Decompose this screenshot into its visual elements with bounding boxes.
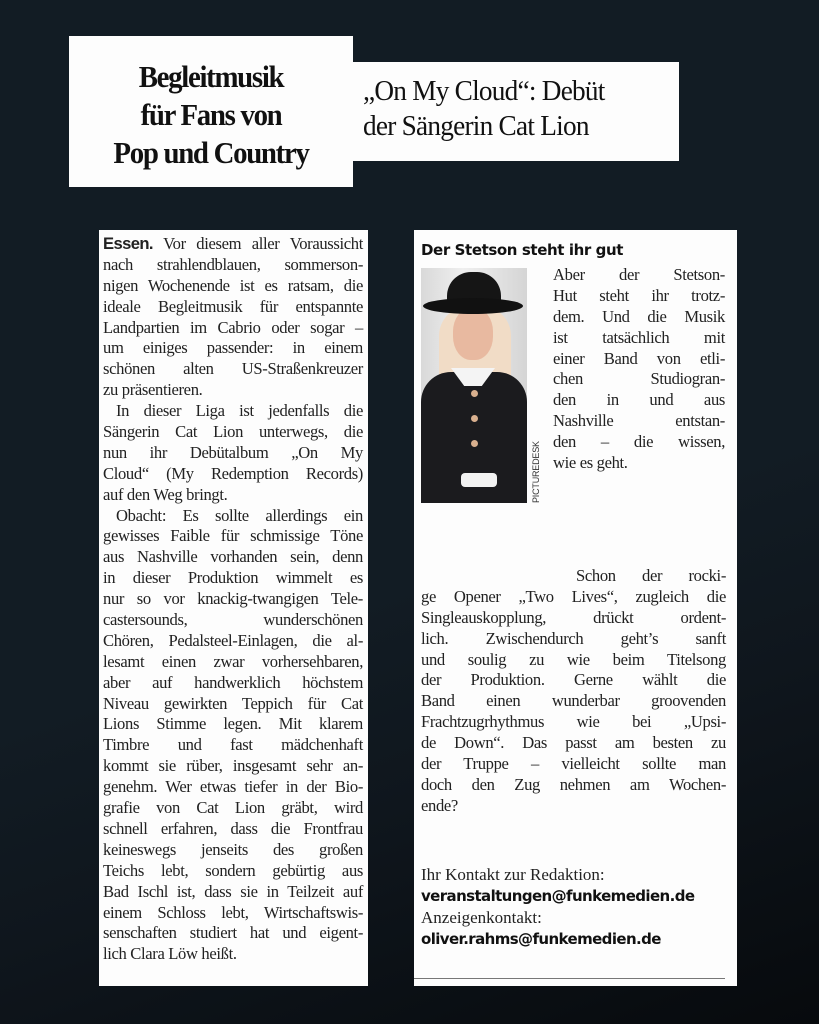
article-line: Landpartien im Cabrio oder sogar – xyxy=(103,317,363,337)
box-line: einer Band von etli- xyxy=(553,348,725,368)
article-body xyxy=(103,234,363,965)
editorial-email-link[interactable]: veranstaltungen@funkemedien.de xyxy=(421,886,695,905)
article-line: senschaften studiert hat und eigent- xyxy=(103,923,363,943)
artist-photo xyxy=(421,268,527,503)
article-line: schnell erfahren, dass die Frontfrau xyxy=(103,818,363,838)
article-line: genehm. Wer etwas tiefer in der Bio- xyxy=(103,777,363,797)
article-line: nach strahlendblauen, sommerson- xyxy=(103,254,363,274)
article-line: nigen Wochenende ist es ratsam, die xyxy=(103,275,363,295)
box-line: dem. Und die Musik xyxy=(553,306,725,326)
article-line: gewisses Faible für schmissige Töne xyxy=(103,526,363,546)
box-line: ist tatsächlich mit xyxy=(553,327,725,347)
article-line: um einiges passender: in einem xyxy=(103,338,363,358)
article-line: nun ihr Debütalbum „On My xyxy=(103,442,363,462)
subhead-line: der Sängerin Cat Lion xyxy=(363,110,589,142)
main-article-clipping xyxy=(99,230,368,986)
article-line: nur so vor knackig-twangigen Tele- xyxy=(103,589,363,609)
headline-clipping xyxy=(69,36,353,187)
photo-credit: PICTUREDESK xyxy=(531,441,541,503)
article-line: Sängerin Cat Lion unterwegs, die xyxy=(103,422,363,442)
article-line: aus Nashville vorhanden sein, denn xyxy=(103,547,363,567)
article-line: keineswegs jenseits des großen xyxy=(103,839,363,859)
box-line: Nashville entstan- xyxy=(553,411,725,431)
article-line: Teichs lebt, sondern gebürtig aus xyxy=(103,860,363,880)
article-line: Obacht: Es sollte allerdings ein xyxy=(116,505,363,525)
box-line: lich. Zwischendurch geht’s sanft xyxy=(421,628,726,648)
box-body-bottom xyxy=(421,566,726,817)
subheadline xyxy=(363,74,651,144)
editorial-contact-label: Ihr Kontakt zur Redaktion: xyxy=(421,865,605,884)
box-line: Frachtzugrhythmus wie bei „Upsi- xyxy=(421,712,726,732)
article-line: ideale Begleitmusik für entspannte xyxy=(103,296,363,316)
box-line: den – die wissen, xyxy=(553,432,725,452)
box-body-top xyxy=(553,265,725,474)
subhead-line: „On My Cloud“: Debüt xyxy=(363,75,605,107)
box-line: Aber der Stetson- xyxy=(553,265,725,284)
article-line: auf den Weg bringt. xyxy=(103,484,228,504)
article-line: einem Schloss lebt, Wirtschaftswis- xyxy=(103,902,363,922)
sidebar-box-clipping xyxy=(414,230,737,986)
box-line: Band einen wunderbar groovenden xyxy=(421,691,726,711)
dateline: Essen. xyxy=(103,234,153,253)
article-line: in dieser Produktion wimmelt es xyxy=(103,568,363,588)
box-line: Schon der rocki- xyxy=(576,566,726,585)
contact-info xyxy=(421,864,694,950)
box-line: der Produktion. Gerne wählt die xyxy=(421,670,726,690)
headline-line: Pop und Country xyxy=(113,135,309,170)
box-line: den in und aus xyxy=(553,390,725,410)
box-line: Hut steht ihr trotz- xyxy=(553,285,725,305)
subhead-clipping xyxy=(353,62,679,161)
article-line: lich Clara Löw heißt. xyxy=(103,944,237,964)
article-line: In dieser Liga ist jedenfalls die xyxy=(116,401,363,421)
box-line: doch den Zug nehmen am Wochen- xyxy=(421,774,726,794)
article-line: aber auf handwerklich höchstem xyxy=(103,672,363,692)
article-line: Timbre und fast mädchenhaft xyxy=(103,735,363,755)
article-line: Cloud“ (My Redemption Records) xyxy=(103,463,363,483)
box-line: der Truppe – vielleicht sollte man xyxy=(421,754,726,774)
ads-email-link[interactable]: oliver.rahms@funkemedien.de xyxy=(421,929,661,948)
headline xyxy=(79,58,343,172)
box-line: wie es geht. xyxy=(553,453,628,473)
box-title: Der Stetson steht ihr gut xyxy=(421,241,624,259)
article-line: Lions Stimme legen. Mit klarem xyxy=(103,714,363,734)
article-line: lesamt einen zwar vorhersehbaren, xyxy=(103,651,363,671)
article-line: Niveau gewirkten Teppich für Cat xyxy=(103,693,363,713)
box-line: und soulig zu wie beim Titelsong xyxy=(421,649,726,669)
article-line: Essen. Vor diesem aller Voraussicht xyxy=(103,234,363,253)
box-line: ge Opener „Two Lives“, zugleich die xyxy=(421,586,726,606)
box-line: chen Studiogran- xyxy=(553,369,725,389)
article-line: Chören, Pedalsteel-Einlagen, die al- xyxy=(103,630,363,650)
headline-line: für Fans von xyxy=(140,97,282,132)
article-line: castersounds, wunderschönen xyxy=(103,610,363,630)
box-line: ende? xyxy=(421,795,458,815)
box-line: Singleauskopplung, drückt ordent- xyxy=(421,607,726,627)
headline-line: Begleitmusik xyxy=(138,59,284,94)
article-line: kommt sie rüber, insgesamt sehr an- xyxy=(103,756,363,776)
article-line: schönen alten US-Straßenkreuzer xyxy=(103,359,363,379)
article-line: zu präsentieren. xyxy=(103,380,203,400)
divider-rule xyxy=(414,978,725,979)
box-line: de Down“. Das passt am besten zu xyxy=(421,733,726,753)
article-line: grafie von Cat Lion gräbt, wird xyxy=(103,798,363,818)
article-line: Bad Ischl ist, dass sie in Teilzeit auf xyxy=(103,881,363,901)
ads-contact-label: Anzeigenkontakt: xyxy=(421,908,542,927)
